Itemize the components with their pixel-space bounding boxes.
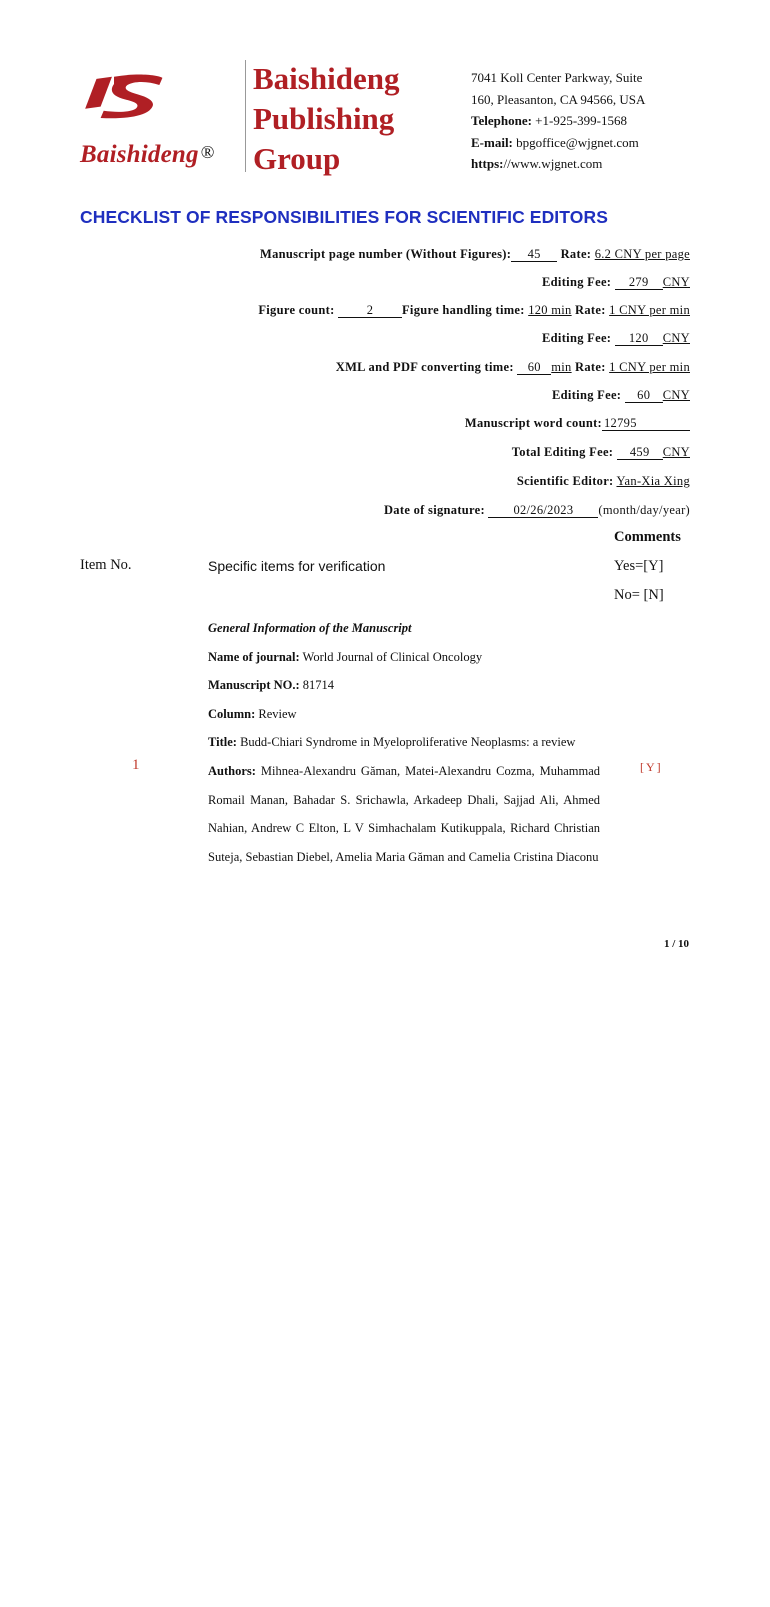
page-rate-label: Rate:: [560, 247, 592, 261]
address-line-1: 7041 Koll Center Parkway, Suite: [471, 70, 643, 85]
registered-mark: ®: [200, 142, 215, 162]
column-label: Column:: [208, 706, 256, 721]
figure-fee-value: 120: [615, 332, 663, 346]
editor-value: Yan-Xia Xing: [616, 474, 690, 488]
figure-count-value: 2: [338, 304, 402, 318]
xml-fee-unit: CNY: [662, 388, 690, 402]
wordmark-logo: [80, 141, 215, 169]
page-fee-row: [542, 275, 690, 290]
figure-count-label: Figure count:: [258, 303, 335, 317]
baishideng-logo-icon: [80, 58, 250, 143]
page-number-row: [260, 247, 690, 262]
wordmark-text: Baishideng: [80, 141, 199, 168]
email-line: [471, 132, 645, 154]
email-value[interactable]: bpgoffice@wjgnet.com: [512, 134, 639, 150]
comment-value: [Y]: [640, 760, 663, 774]
website-line: [471, 153, 645, 175]
total-fee-row: [512, 445, 690, 460]
figure-time-label: Figure handling time:: [402, 303, 525, 317]
figure-fee-row: [542, 331, 690, 346]
figure-time-value: 120 min: [528, 303, 572, 317]
word-count-value: 12795: [602, 417, 690, 431]
brand-line-1: Baishideng: [253, 61, 400, 96]
telephone-label: Telephone:: [471, 113, 532, 128]
telephone-value: +1-925-399-1568: [531, 113, 627, 128]
xml-rate-value: 1 CNY per min: [609, 360, 690, 374]
items-header: Specific items for verification: [208, 558, 386, 574]
page-number-label: Manuscript page number (Without Figures):: [259, 247, 512, 261]
brand-line-2: Publishing: [253, 101, 395, 136]
contact-block: [471, 67, 645, 175]
editor-label: Scientific Editor:: [516, 474, 614, 488]
title-label: Title:: [208, 735, 237, 750]
page-number-value: 45: [511, 248, 557, 262]
brand-name: [253, 62, 399, 176]
page-fee-unit: CNY: [662, 275, 690, 289]
editor-row: [517, 474, 690, 489]
xml-fee-label: Editing Fee:: [552, 388, 622, 402]
manuscript-info: [208, 614, 600, 871]
page-fee-label: Editing Fee:: [542, 275, 612, 289]
email-label: E-mail:: [471, 134, 513, 150]
header-divider: [245, 60, 246, 172]
page-fee-value: 279: [615, 276, 663, 290]
website-label: https:: [471, 156, 504, 171]
manuscript-no-label: Manuscript NO.:: [208, 678, 300, 693]
brand-line-3: Group: [253, 141, 341, 176]
figure-rate-value: 1 CNY per min: [609, 303, 690, 317]
journal-label: Name of journal:: [208, 649, 300, 664]
xml-fee-value: 60: [625, 389, 663, 403]
date-row: [384, 503, 690, 518]
authors-label: Authors:: [208, 763, 256, 778]
item-number: 1: [132, 757, 140, 773]
date-format: (month/day/year): [598, 503, 690, 517]
figure-rate-label: Rate:: [575, 303, 606, 317]
date-label: Date of signature:: [383, 503, 485, 517]
total-fee-value: 459: [617, 446, 663, 460]
manuscript-no-value: 81714: [299, 678, 335, 693]
xml-label: XML and PDF converting time:: [335, 360, 514, 374]
website-value[interactable]: //www.wjgnet.com: [503, 156, 603, 171]
word-count-row: [465, 416, 690, 431]
figure-fee-label: Editing Fee:: [542, 331, 612, 345]
figure-row: [258, 303, 690, 318]
column-value: Review: [255, 706, 297, 721]
figure-fee-unit: CNY: [662, 331, 690, 345]
xml-rate-label: Rate:: [575, 360, 606, 374]
authors-value: Mihnea-Alexandru Găman, Matei-Alexandru Cozma, Muhammad Romail Manan, Bahadar S. Srichawla, Arkadeep Dhali, Sajjad Ali, Ahmed Nahian, Andrew C Elton, L V Simhachalam Kutikuppala, Richard Christian Suteja, Sebastian Diebel, Amelia Maria Găman and Camelia Cristina Diaconu: [208, 763, 600, 864]
telephone-line: [471, 110, 645, 132]
item-no-header: Item No.: [80, 557, 132, 573]
no-legend: No= [N]: [614, 587, 664, 603]
xml-row: [336, 360, 690, 375]
total-fee-label: Total Editing Fee:: [511, 445, 614, 459]
comments-header: Comments: [614, 529, 681, 545]
xml-fee-row: [552, 388, 690, 403]
total-fee-unit: CNY: [662, 445, 690, 459]
page-title: CHECKLIST OF RESPONSIBILITIES FOR SCIENTIFIC EDITORS: [80, 207, 608, 227]
journal-value: World Journal of Clinical Oncology: [299, 649, 483, 664]
page-number: 1 / 10: [664, 938, 690, 950]
address-line-2: 160, Pleasanton, CA 94566, USA: [471, 91, 646, 107]
word-count-label: Manuscript word count:: [464, 416, 602, 430]
xml-min: min: [551, 360, 572, 374]
date-value: 02/26/2023: [488, 504, 598, 518]
page-rate-value: 6.2 CNY per page: [594, 247, 690, 261]
xml-time-value: 60: [517, 361, 551, 375]
title-value: Budd-Chiari Syndrome in Myeloproliferative Neoplasms: a review: [236, 735, 576, 750]
yes-legend: Yes=[Y]: [614, 558, 664, 574]
section-heading: General Information of the Manuscript: [208, 621, 412, 635]
